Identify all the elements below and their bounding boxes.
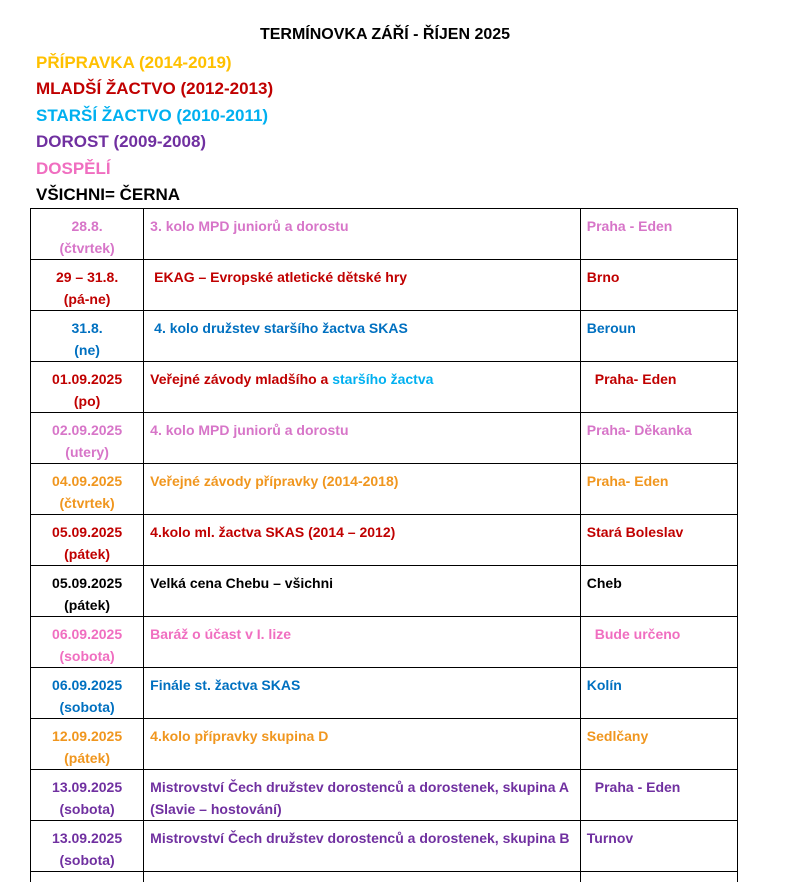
schedule-table xyxy=(30,208,738,882)
table-row xyxy=(31,617,738,668)
place-text: Praha- Eden xyxy=(594,371,677,387)
event-cell xyxy=(144,872,581,882)
date-cell xyxy=(31,464,144,515)
day: (sobota) xyxy=(59,699,115,715)
event-cell xyxy=(144,362,581,413)
date-cell xyxy=(31,413,144,464)
date: 04.09.2025 xyxy=(52,473,123,489)
date: 05.09.2025 xyxy=(52,575,123,591)
event-cell: 3. kolo MPD juniorů a dorostu xyxy=(144,209,581,260)
table-row-partial xyxy=(31,872,738,882)
day: (utery) xyxy=(65,444,109,460)
date-cell xyxy=(31,719,144,770)
page-title: TERMÍNOVKA ZÁŘÍ - ŘÍJEN 2025 xyxy=(259,26,511,43)
table-row xyxy=(31,566,738,617)
category-legend xyxy=(36,50,273,208)
date: 06.09.2025 xyxy=(52,626,123,642)
event-cell xyxy=(144,311,581,362)
day: (sobota) xyxy=(59,648,115,664)
place-cell xyxy=(580,872,737,882)
table-row xyxy=(31,311,738,362)
event-cell: Veřejné závody přípravky (2014-2018) xyxy=(144,464,581,515)
date: 28.8. xyxy=(71,218,103,234)
event-text: EKAG – Evropské atletické dětské hry xyxy=(154,269,408,285)
place-cell: Brno xyxy=(580,260,737,311)
day: (ne) xyxy=(74,342,100,358)
legend-dospeli: DOSPĚLÍ xyxy=(36,158,111,178)
date-cell xyxy=(31,770,144,821)
legend-mladsi-zactvo: MLADŠÍ ŽACTVO (2012-2013) xyxy=(36,79,274,99)
table-row xyxy=(31,821,738,872)
place-cell xyxy=(580,362,737,413)
legend-starsi-zactvo: STARŠÍ ŽACTVO (2010-2011) xyxy=(36,105,269,125)
date: 13.09.2025 xyxy=(52,779,123,795)
date-cell xyxy=(31,515,144,566)
event-cell: Velká cena Chebu – všichni xyxy=(144,566,581,617)
place-cell: Sedlčany xyxy=(580,719,737,770)
place-cell: Cheb xyxy=(580,566,737,617)
date-cell xyxy=(31,668,144,719)
table-row xyxy=(31,668,738,719)
place-text: Praha - Eden xyxy=(594,779,681,795)
event-cell: 4.kolo přípravky skupina D xyxy=(144,719,581,770)
date-cell xyxy=(31,209,144,260)
day: (sobota) xyxy=(59,801,115,817)
event-cell xyxy=(144,260,581,311)
table-row xyxy=(31,464,738,515)
event-cell: Finále st. žactva SKAS xyxy=(144,668,581,719)
day: (sobota) xyxy=(59,852,115,868)
event-cell: 4. kolo MPD juniorů a dorostu xyxy=(144,413,581,464)
place-cell: Turnov xyxy=(580,821,737,872)
place-cell xyxy=(580,617,737,668)
table-row xyxy=(31,413,738,464)
date-cell xyxy=(31,566,144,617)
place-cell: Praha- Eden xyxy=(580,464,737,515)
date: 29 – 31.8. xyxy=(55,269,119,285)
day: (čtvrtek) xyxy=(59,240,115,256)
event-text-part2: staršího žactva xyxy=(332,371,434,387)
day: (pátek) xyxy=(64,750,111,766)
date: 31.8. xyxy=(71,320,103,336)
day: (pátek) xyxy=(64,597,111,613)
place-text: Bude určeno xyxy=(594,626,681,642)
event-cell: 4.kolo ml. žactva SKAS (2014 – 2012) xyxy=(144,515,581,566)
date: 01.09.2025 xyxy=(52,371,123,387)
table-row xyxy=(31,209,738,260)
date-cell xyxy=(31,362,144,413)
day: (po) xyxy=(73,393,101,409)
place-cell xyxy=(580,770,737,821)
date: 05.09.2025 xyxy=(52,524,123,540)
event-cell: Baráž o účast v I. lize xyxy=(144,617,581,668)
legend-pripravka: PŘÍPRAVKA (2014-2019) xyxy=(36,53,232,72)
legend-dorost: DOROST (2009-2008) xyxy=(36,132,207,152)
table-row xyxy=(31,770,738,821)
date-cell xyxy=(31,617,144,668)
date: 02.09.2025 xyxy=(52,422,123,438)
place-cell: Kolín xyxy=(580,668,737,719)
place-cell: Stará Boleslav xyxy=(580,515,737,566)
date: 12.09.2025 xyxy=(52,728,123,744)
date-cell xyxy=(31,821,144,872)
place-cell: Praha - Eden xyxy=(580,209,737,260)
event-cell: Mistrovství Čech družstev dorostenců a dorostenek, skupina A (Slavie – hostování) xyxy=(144,770,581,821)
day: (pátek) xyxy=(64,546,111,562)
table-row xyxy=(31,362,738,413)
legend-vsichni: VŠICHNI= ČERNA xyxy=(36,184,181,204)
table-row xyxy=(31,515,738,566)
date: 13.09.2025 xyxy=(52,830,123,846)
place-cell: Beroun xyxy=(580,311,737,362)
place-cell: Praha- Děkanka xyxy=(580,413,737,464)
event-cell: Mistrovství Čech družstev dorostenců a dorostenek, skupina B xyxy=(144,821,581,872)
date-cell xyxy=(31,311,144,362)
date-cell xyxy=(31,260,144,311)
day: (pá-ne) xyxy=(63,291,111,307)
date: 06.09.2025 xyxy=(52,677,123,693)
table-row xyxy=(31,719,738,770)
event-text: 4. kolo družstev staršího žactva SKAS xyxy=(154,320,408,336)
event-text-part1: Veřejné závody mladšího a xyxy=(150,371,329,387)
table-row xyxy=(31,260,738,311)
date-cell xyxy=(31,872,144,882)
day: (čtvrtek) xyxy=(59,495,115,511)
